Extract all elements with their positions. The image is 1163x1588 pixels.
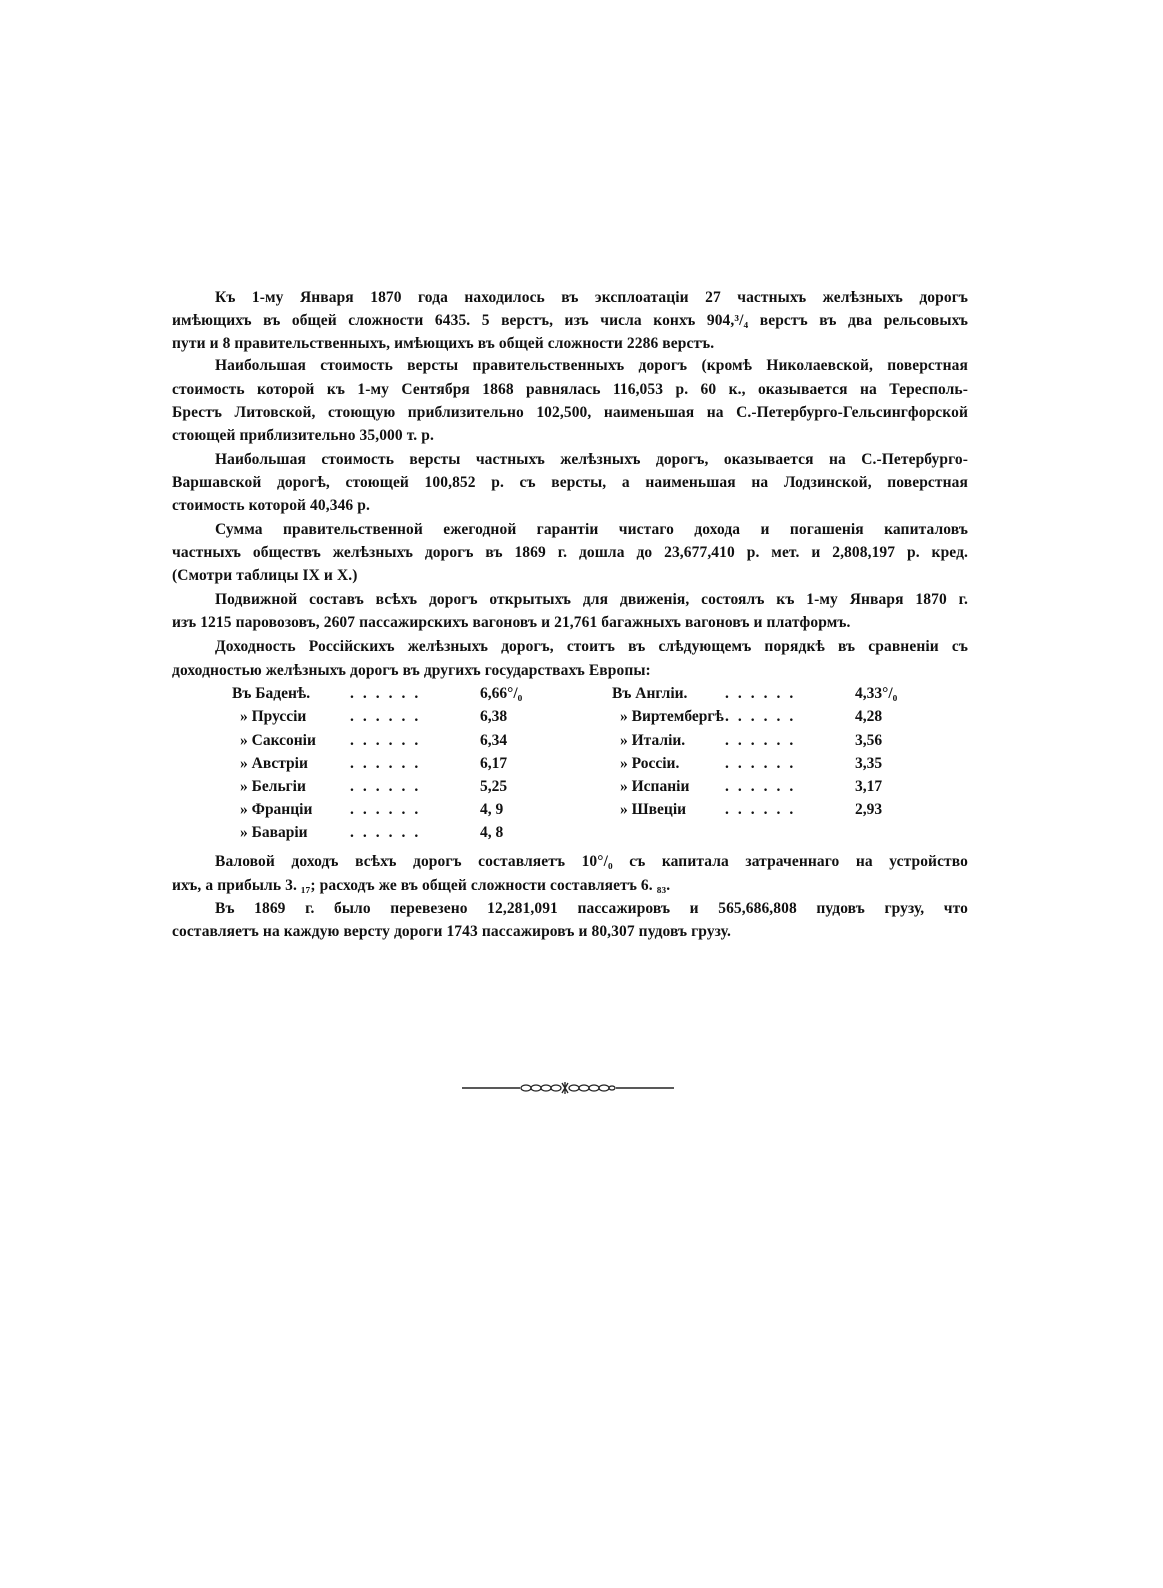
yield-value: 3,17 [855,778,883,795]
yield-value: 4,33°/₀ [855,685,898,702]
leader-dots: ...... [725,801,803,818]
leader-dots: ...... [350,778,428,795]
country-name: Въ Англіи. [612,685,688,702]
paragraph-first-line: Къ 1-му Января 1870 года находилось въ эксплоатаціи 27 частныхъ желѣзныхъ дорогъ [215,289,968,306]
paragraph-line: ихъ, а прибыль 3. ₁₇; расходъ же въ общей сложности составляетъ 6. ₈₃. [172,877,671,894]
country-name: » Виртембергѣ [620,708,724,725]
yield-value: 4, 9 [480,801,504,818]
country-name: » Австріи [240,755,308,772]
paragraph-line: стоимость которой 40,346 р. [172,497,370,514]
paragraph-first-line: Сумма правительственной ежегодной гарантіи чистаго дохода и погашенія капиталовъ [215,521,968,538]
yield-value: 2,93 [855,801,883,818]
yield-value: 6,34 [480,732,508,749]
paragraph-line: имѣющихъ въ общей сложности 6435. 5 верстъ, изъ числа конхъ 904,³/₄ верстъ въ два рельсовыхъ [172,312,968,329]
leader-dots: ...... [350,801,428,818]
paragraph-line: стоимость которой къ 1-му Сентября 1868 равнялась 116,053 р. 60 к., оказывается на Тересполь- [172,381,968,398]
paragraph-first-line: Валовой доходъ всѣхъ дорогъ составляетъ 10°/₀ съ капитала затраченнаго на устройство [215,853,968,870]
leader-dots: ...... [350,685,428,702]
country-name: » Саксоніи [240,732,316,749]
paragraph-first-line: Подвижной составъ всѣхъ дорогъ открытыхъ для движенія, состоялъ къ 1-му Января 1870 г. [215,591,968,608]
paragraph-line: частныхъ обществъ желѣзныхъ дорогъ въ 1869 г. дошла до 23,677,410 р. мет. и 2,808,197 р. кред. [172,544,968,561]
leader-dots: ...... [725,778,803,795]
paragraph-line: доходностью желѣзныхъ дорогъ въ другихъ государствахъ Европы: [172,662,651,679]
yield-value: 5,25 [480,778,508,795]
yield-value: 6,17 [480,755,508,772]
country-name: » Пруссіи [240,708,307,725]
leader-dots: ...... [725,732,803,749]
leader-dots: ...... [725,685,803,702]
yield-value: 4, 8 [480,824,504,841]
paragraph-line: Варшавской дорогѣ, стоющей 100,852 р. съ версты, а наименьшая на Лодзинской, поверстная [172,474,968,491]
country-name: » Испаніи [620,778,690,795]
leader-dots: ...... [350,755,428,772]
leader-dots: ...... [725,708,803,725]
country-name: » Бельгіи [240,778,306,795]
leader-dots: ...... [350,732,428,749]
country-name: » Швеціи [620,801,687,818]
yield-value: 3,56 [855,732,883,749]
country-name: Въ Баденѣ. [232,685,311,702]
paragraph-first-line: Доходность Россійскихъ желѣзныхъ дорогъ, стоитъ въ слѣдующемъ порядкѣ въ сравненіи съ [215,638,968,655]
paragraph-first-line: Наибольшая стоимость версты правительственныхъ дорогъ (кромѣ Николаевской, поверстная [215,357,968,374]
paragraph-first-line: Наибольшая стоимость версты частныхъ желѣзныхъ дорогъ, оказывается на С.-Петербурго- [215,451,968,468]
paragraph-line: пути и 8 правительственныхъ, имѣющихъ въ общей сложности 2286 верстъ. [172,335,715,352]
yield-value: 6,38 [480,708,508,725]
leader-dots: ...... [350,708,428,725]
country-name: » Италіи. [620,732,686,749]
paragraph-line: (Смотри таблицы IX и X.) [172,567,358,584]
paragraph-first-line: Въ 1869 г. было перевезено 12,281,091 пассажировъ и 565,686,808 пудовъ грузу, что [215,900,968,917]
paragraph-line: составляетъ на каждую версту дороги 1743 пассажировъ и 80,307 пудовъ грузу. [172,923,731,940]
paragraph-line: Брестъ Литовской, стоющую приблизительно 102,500, наименьшая на С.-Петербурго-Гельсингфорской [172,404,968,421]
yield-value: 3,35 [855,755,883,772]
yield-value: 4,28 [855,708,883,725]
country-name: » Россіи. [620,755,680,772]
country-name: » Франціи [240,801,313,818]
country-name: » Баваріи [240,824,308,841]
leader-dots: ...... [725,755,803,772]
paragraph-line: изъ 1215 паровозовъ, 2607 пассажирскихъ вагоновъ и 21,761 багажныхъ вагоновъ и платформъ. [172,614,851,631]
yield-value: 6,66°/₀ [480,685,523,702]
leader-dots: ...... [350,824,428,841]
ornament-divider [462,1081,674,1095]
paragraph-line: стоющей приблизительно 35,000 т. р. [172,427,434,444]
